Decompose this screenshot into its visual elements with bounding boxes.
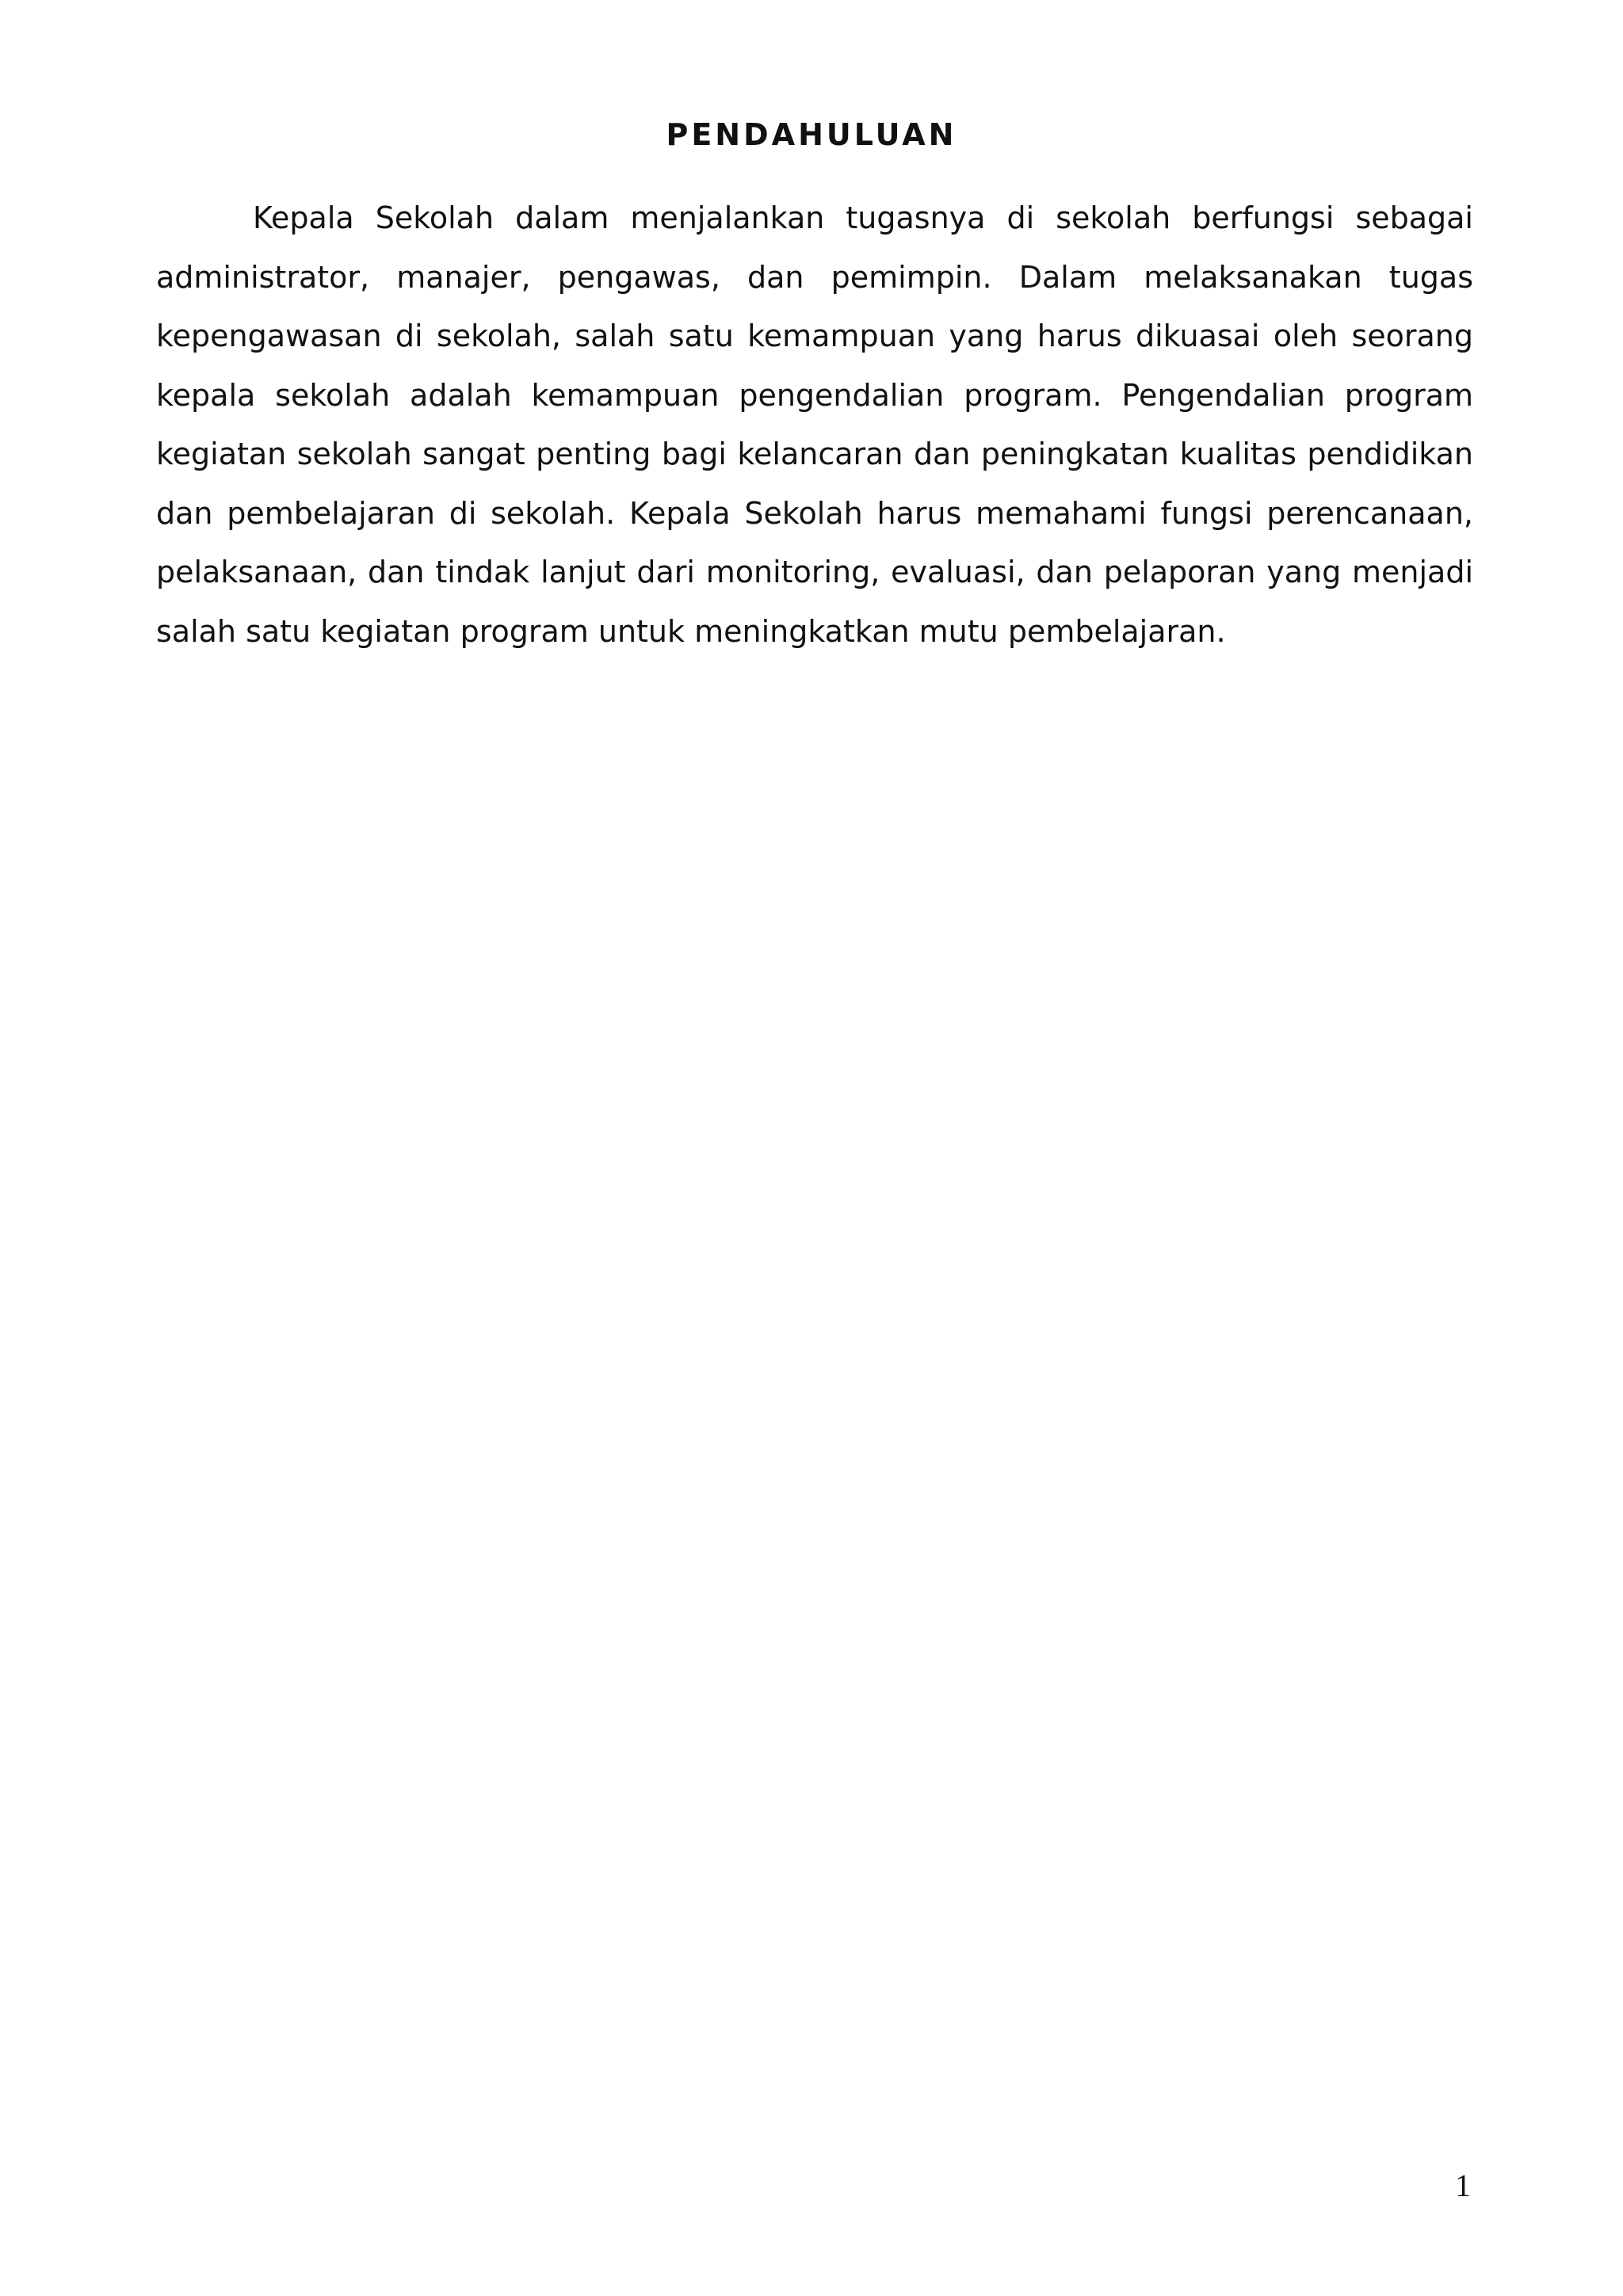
body-paragraph: Kepala Sekolah dalam menjalankan tugasnya di sekolah berfungsi sebagai administrator, manajer, pengawas, dan pemimpin. Dalam melaksanakan tugas kepengawasan di sekolah, salah satu kemampuan yang harus dikuasai oleh seorang kepala sekolah adalah kemampuan pengendalian program. Pengendalian program kegiatan sekolah sangat penting bagi kelancaran dan peningkatan kualitas pendidikan dan pembelajaran di sekolah. Kepala Sekolah harus memahami fungsi perencanaan, pelaksanaan, dan tindak lanjut dari monitoring, evaluasi, dan pelaporan yang menjadi salah satu kegiatan program untuk meningkatkan mutu pembelajaran.: [156, 200, 1473, 649]
section-heading: PENDAHULUAN: [666, 117, 957, 152]
page-number: 1: [1455, 2168, 1471, 2203]
